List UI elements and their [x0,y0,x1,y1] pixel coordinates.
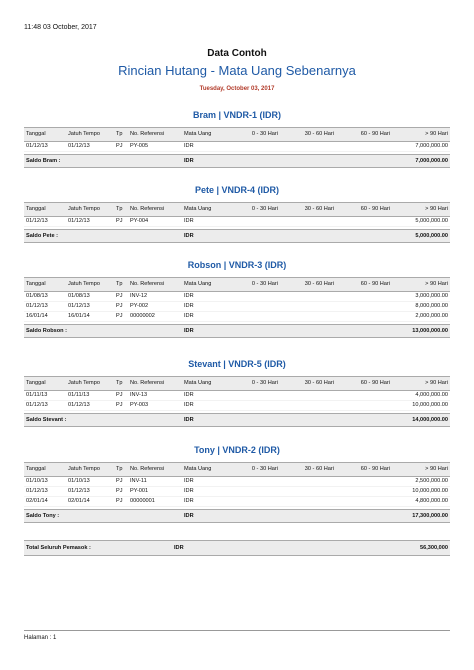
cell-mata-uang: IDR [184,478,194,484]
report-date: Tuesday, October 03, 2017 [199,86,275,92]
vendor-title: Stevant | VNDR-5 (IDR) [188,359,286,369]
cell-mata-uang: IDR [184,143,194,149]
table-row [24,217,450,227]
column-header: Tanggal [26,380,46,386]
cell-tp: PJ [116,392,123,398]
column-header: 60 - 90 Hari [360,206,390,212]
cell-mata-uang: IDR [184,218,194,224]
table-row [24,142,450,152]
page-number: Halaman : 1 [24,635,57,641]
cell-jatuh-tempo: 01/12/13 [68,402,90,408]
cell-tanggal: 01/12/13 [26,488,48,494]
cell-tp: PJ [116,218,123,224]
vendor-section [24,258,450,338]
cell-over-90: 5,000,000.00 [415,218,448,224]
column-header: 30 - 60 Hari [304,131,334,137]
column-header: No. Referensi [130,206,165,212]
column-header: 30 - 60 Hari [304,466,334,472]
cell-jatuh-tempo: 16/01/14 [68,313,90,319]
vendor-section [24,183,450,243]
cell-jatuh-tempo: 01/10/13 [68,478,90,484]
saldo-value: 13,000,000.00 [412,328,448,334]
cell-referensi: INV-12 [130,293,148,299]
column-header: Mata Uang [184,131,212,137]
column-header: 0 - 30 Hari [251,206,278,212]
cell-tanggal: 01/12/13 [26,303,48,309]
saldo-label: Saldo Pete : [26,233,59,239]
cell-tp: PJ [116,478,123,484]
column-header: 0 - 30 Hari [251,281,278,287]
table-row [24,302,450,312]
cell-jatuh-tempo: 01/12/13 [68,218,90,224]
cell-over-90: 10,000,000.00 [412,488,448,494]
cell-tp: PJ [116,488,123,494]
cell-tanggal: 16/01/14 [26,313,48,319]
cell-tanggal: 02/01/14 [26,498,48,504]
cell-over-90: 10,000,000.00 [412,402,448,408]
column-header: No. Referensi [130,281,165,287]
saldo-row [24,413,450,427]
cell-tp: PJ [116,293,123,299]
vendor-section [24,108,450,168]
cell-referensi: PY-005 [130,143,149,149]
column-header: 30 - 60 Hari [304,380,334,386]
cell-mata-uang: IDR [184,498,194,504]
cell-tp: PJ [116,143,123,149]
column-header: > 90 Hari [425,281,448,287]
saldo-currency: IDR [184,233,194,239]
cell-referensi: 00000002 [130,313,155,319]
vendor-title: Tony | VNDR-2 (IDR) [194,445,280,455]
cell-tp: PJ [116,498,123,504]
cell-over-90: 3,000,000.00 [415,293,448,299]
saldo-currency: IDR [184,513,194,519]
cell-over-90: 2,000,000.00 [415,313,448,319]
column-header: Mata Uang [184,206,212,212]
column-header-row [24,277,450,292]
cell-mata-uang: IDR [184,303,194,309]
column-header: 0 - 30 Hari [251,466,278,472]
column-header: 0 - 30 Hari [251,131,278,137]
table-row [24,487,450,497]
grand-total-value: 56,300,000 [420,545,448,551]
column-header: Tanggal [26,206,46,212]
column-header: Mata Uang [184,380,212,386]
cell-referensi: PY-004 [130,218,149,224]
table-row [24,312,450,322]
column-header: Tanggal [26,281,46,287]
table-row [24,497,450,507]
column-header: Jatuh Tempo [68,206,100,212]
cell-jatuh-tempo: 01/11/13 [68,392,90,398]
vendor-section [24,443,450,523]
saldo-value: 7,000,000.00 [415,158,448,164]
column-header: 60 - 90 Hari [360,380,390,386]
saldo-label: Saldo Stevant : [26,417,67,423]
saldo-currency: IDR [184,417,194,423]
column-header: Tp [116,466,123,472]
cell-over-90: 8,000,000.00 [415,303,448,309]
column-header: > 90 Hari [425,131,448,137]
footer-divider [24,630,450,631]
column-header: Mata Uang [184,281,212,287]
cell-jatuh-tempo: 01/12/13 [68,143,90,149]
saldo-value: 17,300,000.00 [412,513,448,519]
column-header: Tanggal [26,466,46,472]
column-header: Tp [116,380,123,386]
cell-tanggal: 01/12/13 [26,402,48,408]
column-header: 60 - 90 Hari [360,281,390,287]
saldo-currency: IDR [184,328,194,334]
column-header-row [24,127,450,142]
column-header: 60 - 90 Hari [360,131,390,137]
column-header: Tanggal [26,131,46,137]
report-timestamp: 11:48 03 October, 2017 [24,24,97,31]
column-header: Jatuh Tempo [68,380,100,386]
vendor-title: Pete | VNDR-4 (IDR) [194,185,280,195]
saldo-value: 5,000,000.00 [415,233,448,239]
column-header: No. Referensi [130,380,165,386]
cell-jatuh-tempo: 01/08/13 [68,293,90,299]
cell-jatuh-tempo: 01/12/13 [68,303,90,309]
column-header: Jatuh Tempo [68,281,100,287]
column-header: 60 - 90 Hari [360,466,390,472]
saldo-value: 14,000,000.00 [412,417,448,423]
cell-tp: PJ [116,303,123,309]
cell-over-90: 2,500,000.00 [415,478,448,484]
cell-referensi: 00000001 [130,498,155,504]
grand-total-label: Total Seluruh Pemasok : [26,545,91,551]
cell-tp: PJ [116,402,123,408]
cell-tanggal: 01/08/13 [26,293,48,299]
saldo-row [24,509,450,523]
cell-jatuh-tempo: 01/12/13 [68,488,90,494]
cell-referensi: PY-001 [130,488,149,494]
cell-mata-uang: IDR [184,313,194,319]
table-row [24,292,450,302]
saldo-label: Saldo Robson : [26,328,68,334]
cell-mata-uang: IDR [184,392,194,398]
column-header-row [24,202,450,217]
cell-referensi: PY-002 [130,303,149,309]
vendor-title: Robson | VNDR-3 (IDR) [187,260,287,270]
report-title: Rincian Hutang - Mata Uang Sebenarnya [118,63,356,78]
column-header: > 90 Hari [425,466,448,472]
column-header: Mata Uang [184,466,212,472]
cell-mata-uang: IDR [184,488,194,494]
column-header: > 90 Hari [425,380,448,386]
cell-referensi: INV-13 [130,392,148,398]
column-header: Tp [116,131,123,137]
column-header: Jatuh Tempo [68,131,100,137]
column-header: 30 - 60 Hari [304,206,334,212]
cell-referensi: PY-003 [130,402,149,408]
cell-tanggal: 01/11/13 [26,392,48,398]
cell-referensi: INV-11 [130,478,147,484]
cell-over-90: 7,000,000.00 [415,143,448,149]
column-header: No. Referensi [130,466,165,472]
grand-total-row [24,540,450,556]
column-header: 30 - 60 Hari [304,281,334,287]
table-row [24,401,450,411]
column-header: No. Referensi [130,131,165,137]
cell-tp: PJ [116,313,123,319]
cell-tanggal: 01/12/13 [26,218,48,224]
cell-mata-uang: IDR [184,402,194,408]
saldo-row [24,324,450,338]
vendor-section [24,357,450,427]
saldo-label: Saldo Bram : [26,158,61,164]
vendor-title: Bram | VNDR-1 (IDR) [192,110,282,120]
saldo-label: Saldo Tony : [26,513,60,519]
cell-tanggal: 01/10/13 [26,478,48,484]
column-header-row [24,376,450,391]
column-header-row [24,462,450,477]
cell-jatuh-tempo: 02/01/14 [68,498,90,504]
table-row [24,391,450,401]
saldo-row [24,154,450,168]
company-name: Data Contoh [207,48,267,59]
column-header: Tp [116,281,123,287]
cell-mata-uang: IDR [184,293,194,299]
table-row [24,477,450,487]
cell-tanggal: 01/12/13 [26,143,48,149]
saldo-row [24,229,450,243]
saldo-currency: IDR [184,158,194,164]
column-header: Jatuh Tempo [68,466,100,472]
cell-over-90: 4,000,000.00 [415,392,448,398]
column-header: > 90 Hari [425,206,448,212]
cell-over-90: 4,800,000.00 [415,498,448,504]
grand-total-currency: IDR [174,545,184,551]
column-header: 0 - 30 Hari [251,380,278,386]
column-header: Tp [116,206,123,212]
